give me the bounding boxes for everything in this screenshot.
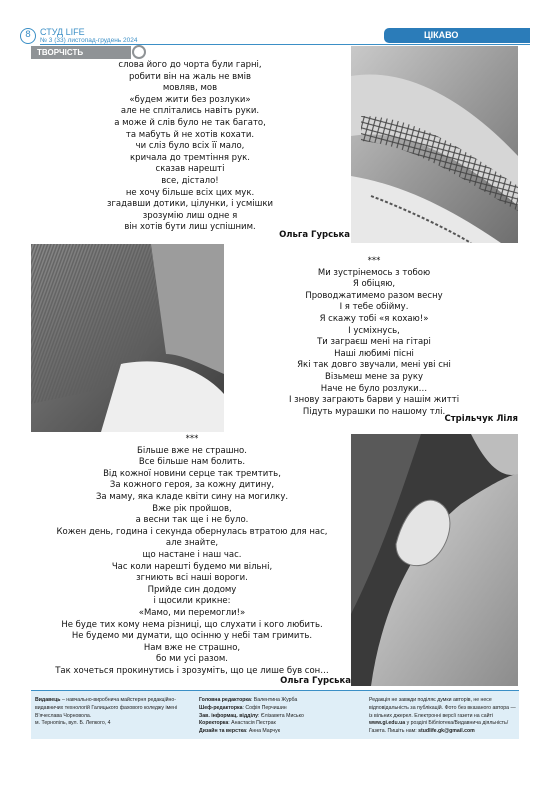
poem-line: Я скажу тобі «я кохаю!» xyxy=(319,313,429,324)
poem-line: І знову заграють барви у нашім житті xyxy=(288,395,460,406)
staff-name: : Анна Марчук xyxy=(246,728,280,735)
section-tab-left: ТВОРЧІСТЬ xyxy=(31,46,131,59)
website-link[interactable]: www.gi.edu.ua xyxy=(369,720,406,727)
staff-name: : Валентина Журба xyxy=(250,697,298,703)
poem-line: а може й слів було не так багато, xyxy=(114,117,266,128)
staff-name: : Єлізавета Мисько xyxy=(258,712,304,719)
staff-role: Зав. інформац. відділу xyxy=(199,712,259,719)
poem-line: Прийде син додому xyxy=(147,584,237,595)
poem-line: Підуть мурашки по нашому тлі. xyxy=(302,406,446,417)
poem-line: За кожного героя, за кожну дитину, xyxy=(109,480,275,491)
poem-line: бо ми усі разом. xyxy=(156,654,228,665)
poem-line: Кожен день, година і секунда обернулась втратою для нас, xyxy=(56,526,328,537)
poem-line: Більше вже не страшно. xyxy=(137,445,247,456)
staff-role: Шеф-редакторка xyxy=(199,704,243,711)
poem-line: Проводжатимемо разом весну xyxy=(305,290,443,301)
poem-line: Не будемо ми думати, що осінню у небі там гримить. xyxy=(71,631,313,642)
email-link[interactable]: studlife.gk@gmail.com xyxy=(418,728,475,735)
poem-line: Наче не було розлуки… xyxy=(320,383,428,394)
poem-line: сказав нарешті xyxy=(155,164,225,175)
publisher-text: – навчально-виробнича майстерня редакційно-видавничих технологій Галицького фахового коледжу імені В'ячеслава Чорновола. xyxy=(35,697,178,719)
poem-line: Не буде тих кому нема різниці, що слухати і кого любить. xyxy=(61,619,323,630)
poem-line: Так хочеться прокинутись і зрозуміть, що це лише був сон… xyxy=(55,665,329,676)
disclaimer xyxy=(369,697,517,736)
publisher-label: Видавець xyxy=(35,697,61,703)
section-tab-circle xyxy=(132,45,146,59)
poem-line: *** xyxy=(185,434,199,444)
hands-photo xyxy=(351,434,518,686)
poem-line: чи сліз було всіх її мало, xyxy=(135,141,245,152)
poem-line: Час коли нарешті будемо ми вільні, xyxy=(111,561,273,572)
sweater-photo xyxy=(31,244,224,432)
poem-line: Ти заграєш мені на гітарі xyxy=(317,337,431,348)
disclaimer-text: Редакція не завжди поділяє думки авторів, не несе відповідальність за публікацій. Фото без вказаного автора — із вільних джерел. Електронні версії газети на сайті xyxy=(369,697,516,719)
poem-line: не хочу більше всіх цих мук. xyxy=(125,187,255,198)
publication-name: СТУД LIFE xyxy=(40,27,85,37)
section-tab-right: ЦІКАВО xyxy=(384,28,530,43)
staff-list xyxy=(199,697,359,736)
disclaimer-text-2: у розділі Бібліотека/Видавнича діяльність/Газета. Пишіть нам: xyxy=(369,720,509,735)
poem-line: «Мамо, ми перемогли!» xyxy=(138,607,246,618)
poem-line: він хотів бути лиш успішним. xyxy=(124,222,256,233)
staff-role: Дизайн та верстка xyxy=(199,728,246,735)
poem-line: та мабуть й не хотів кохати. xyxy=(125,129,255,140)
embroidery-photo xyxy=(351,46,518,243)
poem-line: мовляв, мов xyxy=(162,83,218,94)
poem-1 xyxy=(40,60,340,234)
poem-line: а весни так ще і не було. xyxy=(135,515,249,526)
header-divider xyxy=(40,44,530,45)
poem-3 xyxy=(36,434,348,677)
poem-line: Все більше нам болить. xyxy=(138,457,246,468)
staff-role: Коректорка xyxy=(199,720,229,727)
poem-line: але не сплітались навіть руки. xyxy=(120,106,260,117)
poem-line: згадавши дотики, цілунки, і усмішки xyxy=(106,199,274,210)
poem-line: і щосили крикне: xyxy=(153,596,231,607)
poem-line: *** xyxy=(367,256,381,266)
poem-line: що настане і наш час. xyxy=(142,549,242,560)
poem-line: згниють всі наші вороги. xyxy=(136,573,248,584)
poem-line: Вже рік пройшов, xyxy=(152,503,232,514)
poem-2-author: Стрільчук Ліля xyxy=(444,414,518,424)
staff-name: : Анастасія Пестрак xyxy=(228,720,276,727)
poem-line: Які так довго звучали, мені уві сні xyxy=(297,360,451,371)
poem-line: Ми зустрінемось з тобою xyxy=(317,267,431,278)
poem-line: Візьмеш мене за руку xyxy=(325,371,423,382)
publisher-info xyxy=(35,697,195,728)
poem-line: Я обіцяю, xyxy=(352,279,396,290)
poem-line: І усміхнусь, xyxy=(348,325,400,336)
poem-line: За маму, яка кладе квіти сину на могилку. xyxy=(95,491,289,502)
poem-line: «будем жити без розлуки» xyxy=(129,94,251,105)
poem-line: кричала до тремтіння рук. xyxy=(130,152,250,163)
poem-line: І я тебе обійму. xyxy=(339,302,409,313)
poem-1-author: Ольга Гурська xyxy=(279,230,350,240)
poem-line: слова його до чорта були гарні, xyxy=(118,60,262,70)
poem-2 xyxy=(230,256,518,418)
imprint-footer xyxy=(31,690,519,739)
page-number: 8 xyxy=(20,28,36,44)
poem-line: Від кожної новини серце так тремтить, xyxy=(103,468,281,479)
poem-line: все, дістало! xyxy=(161,175,219,186)
poem-line: Нам вже не страшно, xyxy=(143,642,241,653)
staff-role: Головна редакторка xyxy=(199,697,251,703)
publisher-address: м. Тернопіль, вул. Б. Лепкого, 4 xyxy=(35,720,111,727)
poem-line: Наші любимі пісні xyxy=(334,348,414,359)
poem-line: зрозумію лиш одне я xyxy=(142,210,238,221)
staff-name: : Софія Перчишин xyxy=(242,704,287,711)
poem-line: робити він на жаль не вмів xyxy=(129,71,251,82)
poem-3-author: Ольга Гурська xyxy=(280,676,351,686)
issue-info: № 3 (33) листопад-грудень 2024 xyxy=(40,37,138,44)
poem-line: але знайте, xyxy=(165,538,219,549)
